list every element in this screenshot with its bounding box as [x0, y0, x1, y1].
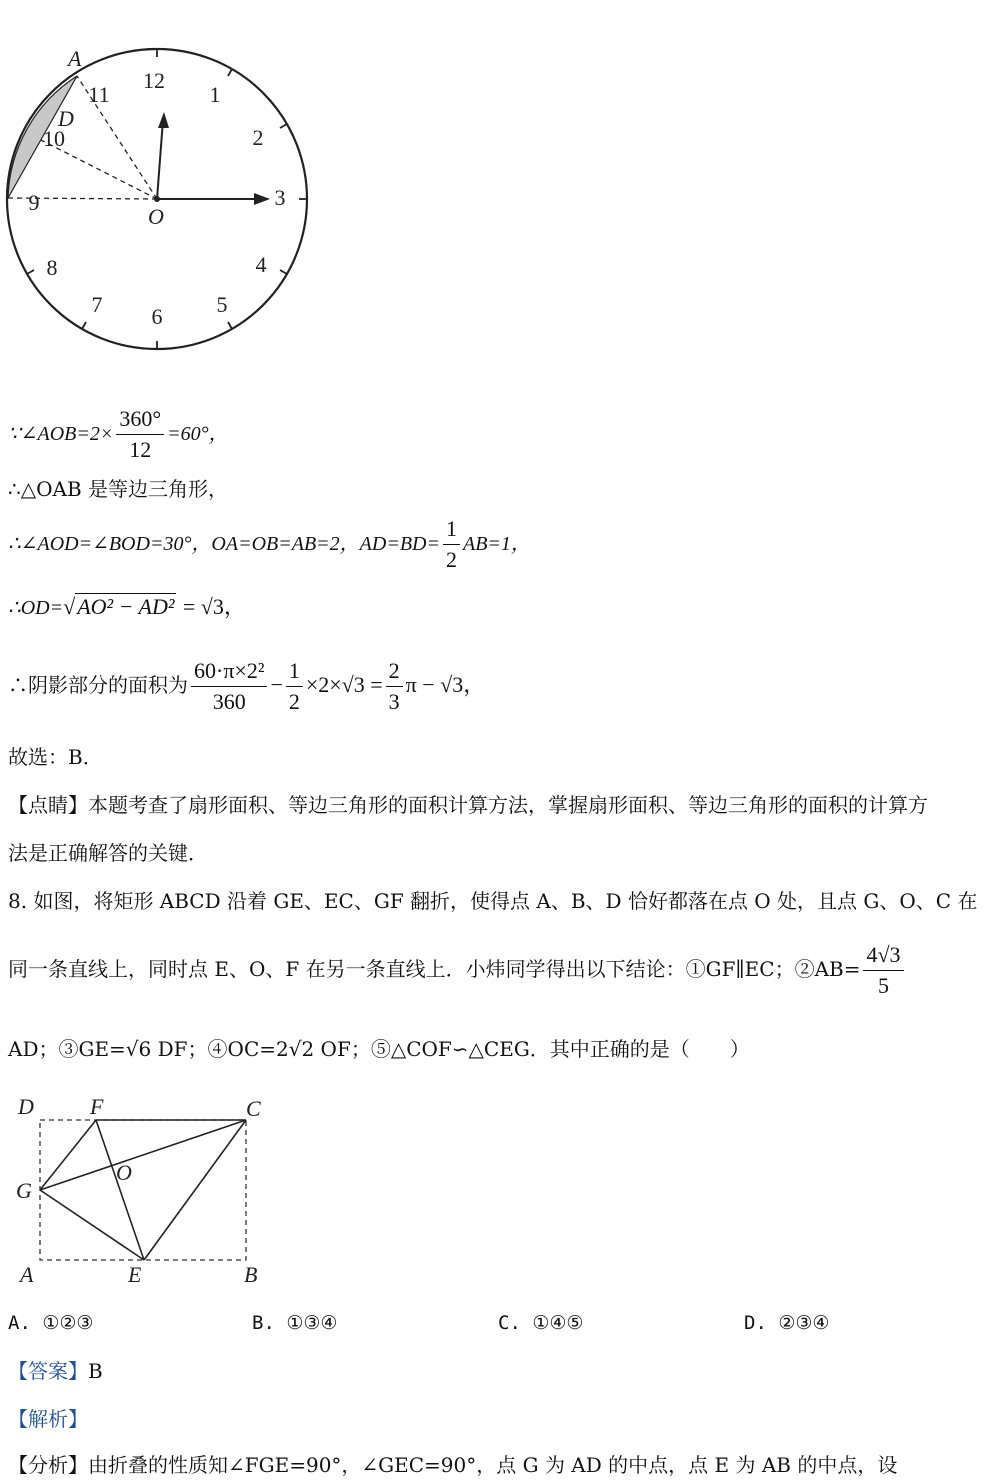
option-a[interactable]: A. ①②③ [8, 1312, 94, 1334]
answer-head: 【答案】 [8, 1359, 88, 1383]
label-c: C [246, 1096, 261, 1121]
num-12: 12 [143, 68, 165, 93]
num-8: 8 [46, 255, 58, 280]
option-d[interactable]: D. ②③④ [744, 1312, 830, 1334]
choose-line: 故选：B． [8, 745, 103, 769]
solution-line-2: ∴△OAB 是等边三角形， [8, 477, 228, 501]
num-4: 4 [255, 252, 267, 277]
label-f: F [90, 1094, 104, 1119]
label-a: A [20, 1262, 34, 1287]
num-3: 3 [274, 185, 286, 210]
num-9: 9 [28, 190, 40, 215]
label-a: A [68, 46, 82, 71]
line-ec [144, 1120, 246, 1260]
answer-line [8, 1358, 103, 1384]
rectangle-abcd [40, 1120, 246, 1260]
solution-line-1: ∵∠AOB=2× $\frac{360^\circ}{12}$ =60°， [8, 406, 229, 462]
num-2: 2 [252, 125, 264, 150]
option-c[interactable]: C. ①④⑤ [498, 1312, 584, 1334]
label-b: B [244, 1262, 258, 1287]
label-d: D [58, 106, 74, 131]
line-gf [40, 1120, 96, 1190]
label-g: G [16, 1178, 32, 1203]
num-1: 1 [209, 82, 221, 107]
label-e: E [128, 1262, 142, 1287]
option-b[interactable]: B. ①③④ [252, 1312, 338, 1334]
answer-value: B [88, 1359, 103, 1383]
comment-line-2: 法是正确解答的关键． [8, 841, 208, 865]
num-5: 5 [216, 292, 228, 317]
num-6: 6 [151, 304, 163, 329]
fold-lines [40, 1120, 246, 1260]
clock-figure [0, 40, 320, 360]
minute-hand-arrow [254, 193, 270, 205]
solution-line-4: ∴OD=√AO² − AD² = √3， [8, 594, 246, 619]
label-o: O [148, 204, 164, 229]
rectangle-figure [10, 1088, 280, 1288]
analysis-head: 【解析】 [8, 1407, 88, 1431]
hour-hand [157, 120, 163, 199]
num-11: 11 [88, 82, 110, 107]
line-ge [40, 1190, 144, 1260]
fenxi-line: 【分析】由折叠的性质知∠FGE=90°，∠GEC=90°，点 G 为 AD 的中点，点 E 为 AB 的中点，设 [8, 1453, 898, 1477]
center-dot [154, 196, 160, 202]
hour-hand-arrow [158, 112, 169, 128]
question-line-2: 同一条直线上，同时点 E、O、F 在另一条直线上．小炜同学得出以下结论：①GF∥EC；②AB= $\frac{4√3}{5}$ [8, 940, 907, 1001]
figure-labels [16, 1094, 261, 1287]
num-10: 10 [43, 126, 65, 151]
solution-line-3: ∴∠AOD=∠BOD=30°，OA=OB=AB=2，AD=BD= $\frac{1}{2}$ AB=1， [8, 516, 531, 572]
line-fe [96, 1120, 144, 1260]
comment-line-1: 【点睛】本题考查了扇形面积、等边三角形的面积计算方法，掌握扇形面积、等边三角形的面积的计算方 [8, 793, 928, 817]
label-o: O [116, 1160, 132, 1185]
solution-line-5: ∴阴影部分的面积为 $\frac{\text{60·π×2²}}{360}$ − $\frac{1}{2}$ ×2×√3 = $\frac{2}{3}$ π − √3， [8, 658, 486, 714]
line-gc [40, 1120, 246, 1190]
question-line-1: 8. 如图，将矩形 ABCD 沿着 GE、EC、GF 翻折，使得点 A、B、D 恰好都落在点 O 处，且点 G、O、C 在 [8, 889, 978, 913]
label-d: D [18, 1094, 34, 1119]
num-7: 7 [91, 292, 103, 317]
question-line-3: AD；③GE=√6 DF；④OC=2√2 OF；⑤△COF∽△CEG．其中正确的是（ ） [8, 1037, 750, 1061]
